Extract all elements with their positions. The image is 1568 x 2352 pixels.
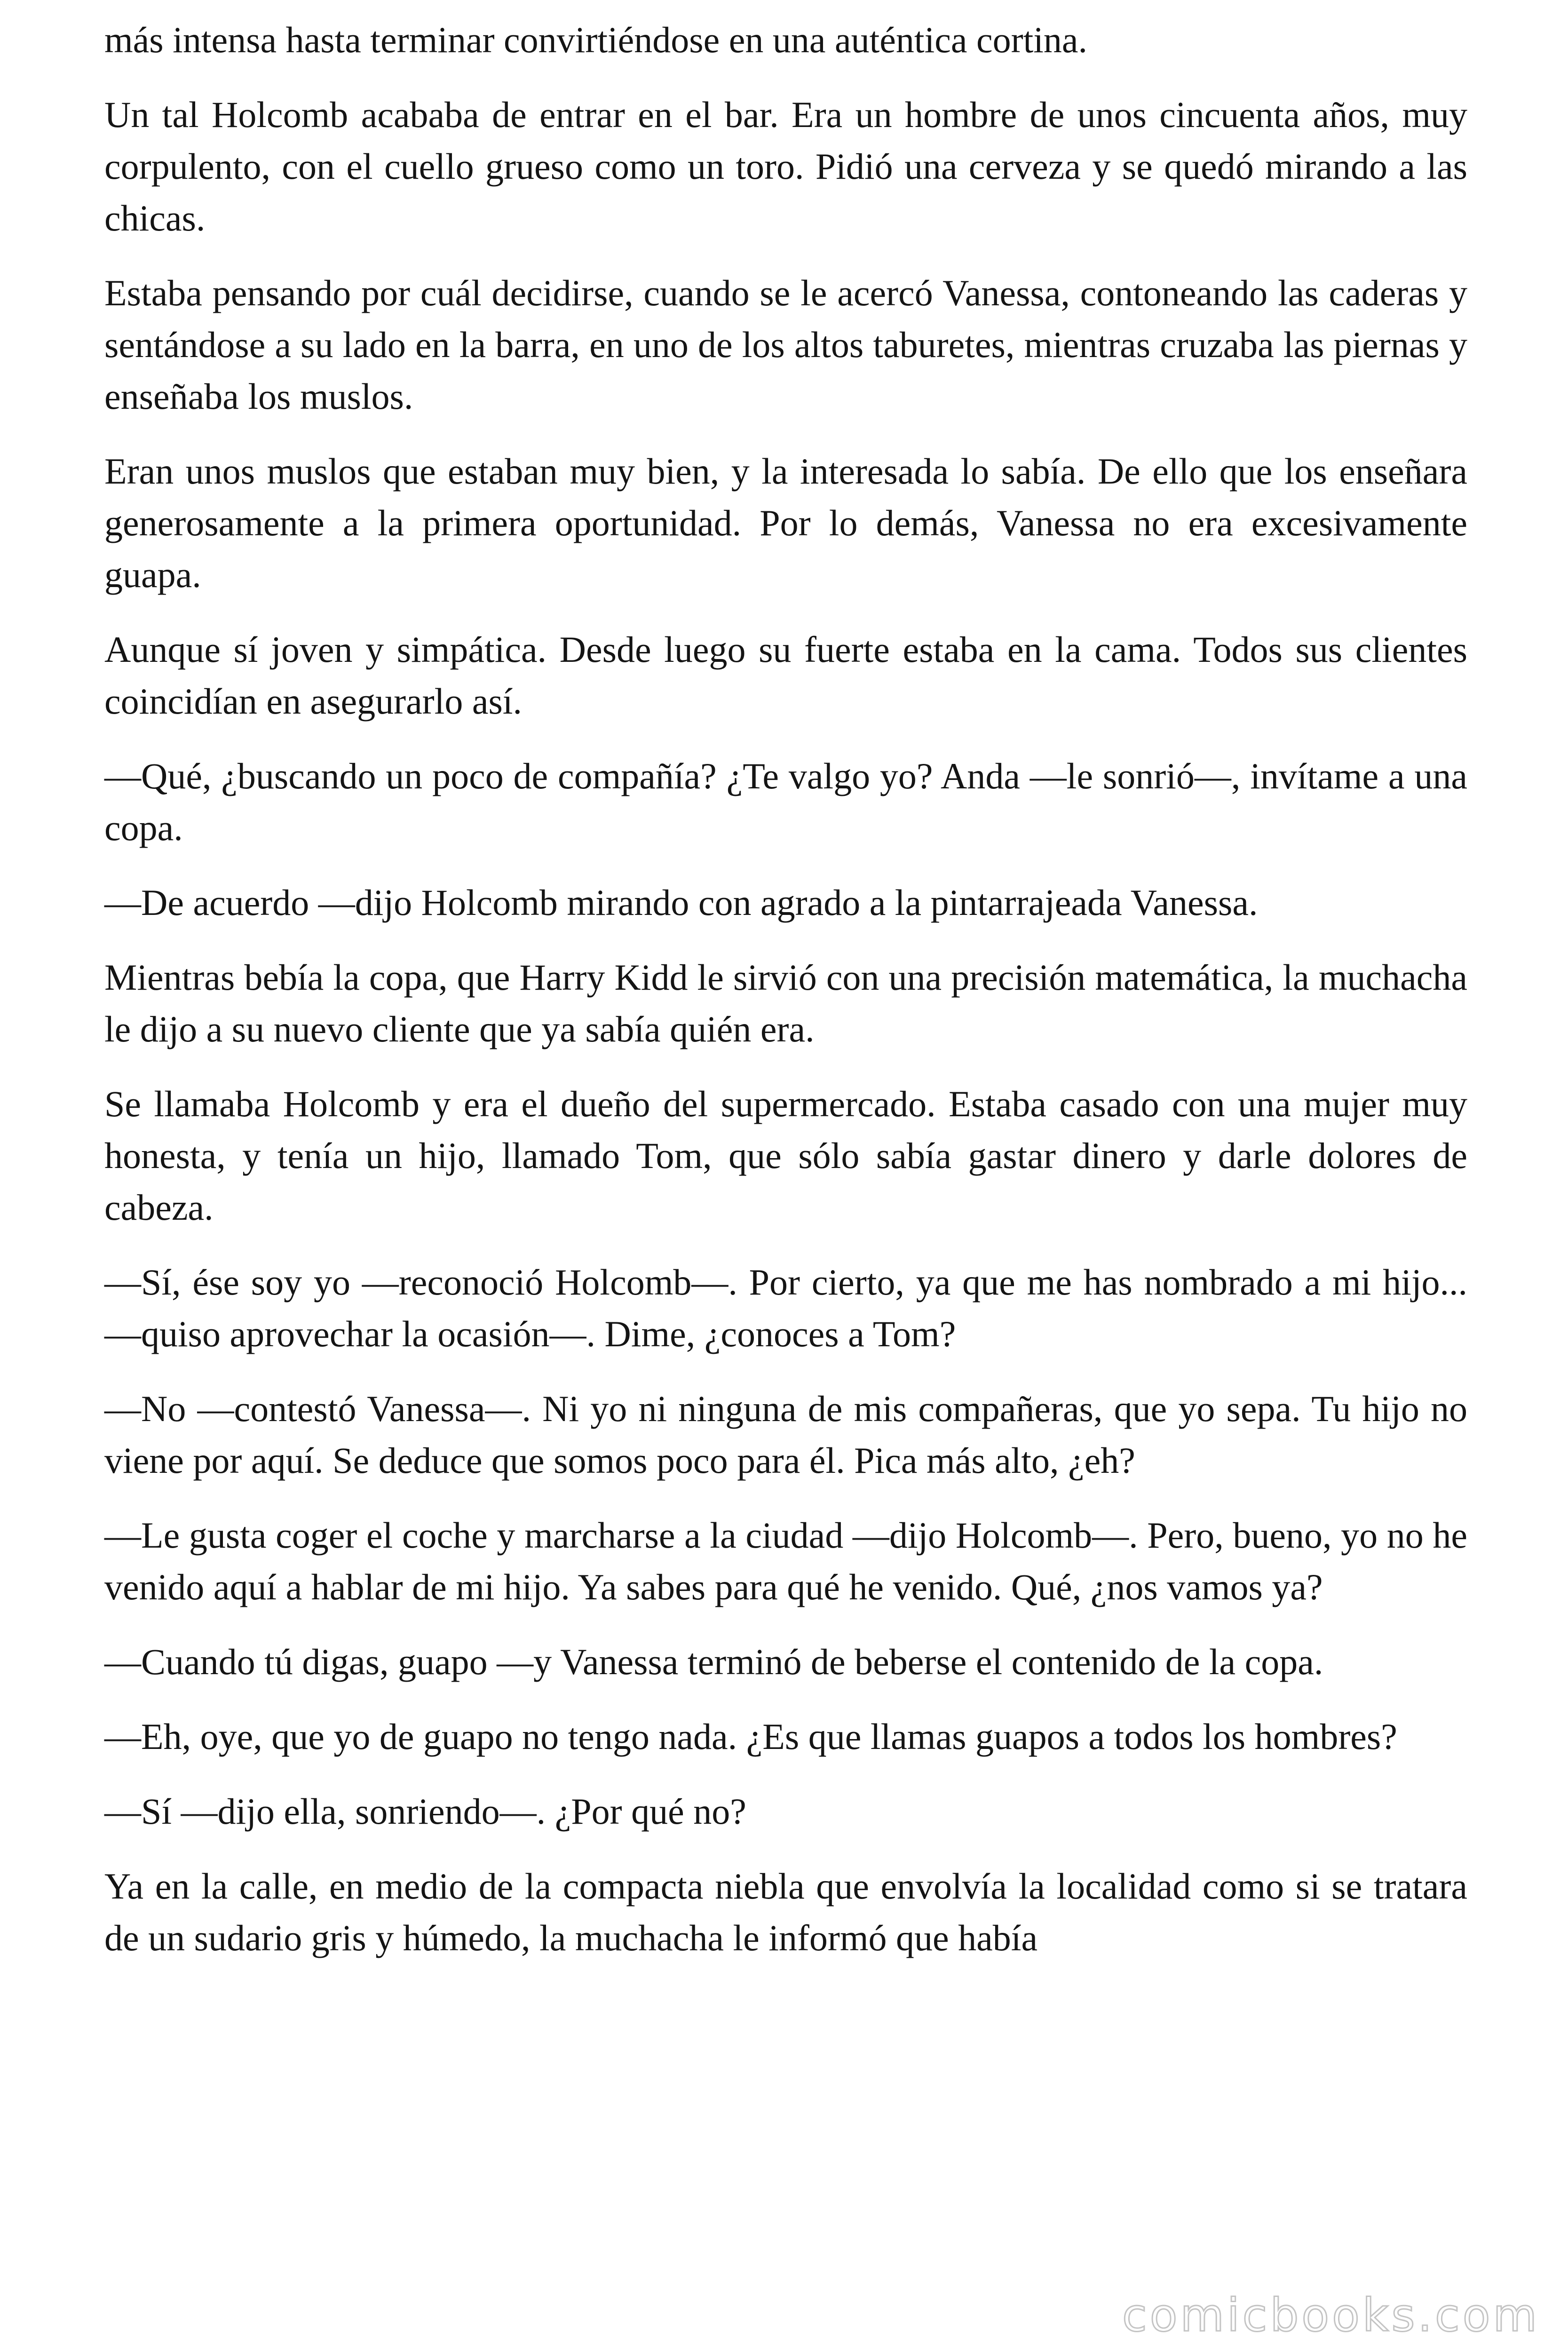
paragraph: —Eh, oye, que yo de guapo no tengo nada. ¿Es que llamas guapos a todos los hombres? xyxy=(104,1716,1397,1757)
paragraph: Se llamaba Holcomb y era el dueño del supermercado. Estaba casado con una mujer muy honesta, y tenía un hijo, llamado Tom, que sólo sabía gastar dinero y darle dolores de cabeza. xyxy=(104,1083,1467,1228)
paragraph: más intensa hasta terminar convirtiéndose en una auténtica cortina. xyxy=(104,19,1088,60)
paragraph: —Sí, ése soy yo —reconoció Holcomb—. Por cierto, ya que me has nombrado a mi hijo... —quiso aprovechar la ocasión—. Dime, ¿conoces a Tom? xyxy=(104,1262,1467,1354)
paragraph: —De acuerdo —dijo Holcomb mirando con agrado a la pintarrajeada Vanessa. xyxy=(104,882,1258,923)
paragraph: —Qué, ¿buscando un poco de compañía? ¿Te valgo yo? Anda —le sonrió—, invítame a una copa. xyxy=(104,755,1467,848)
watermark: comicbooks.com xyxy=(1122,2289,1540,2342)
paragraph: —Le gusta coger el coche y marcharse a la ciudad —dijo Holcomb—. Pero, bueno, yo no he venido aquí a hablar de mi hijo. Ya sabes para qué he venido. Qué, ¿nos vamos ya? xyxy=(104,1515,1467,1607)
body-text xyxy=(104,14,1467,1987)
paragraph: Mientras bebía la copa, que Harry Kidd le sirvió con una precisión matemática, la muchacha le dijo a su nuevo cliente que ya sabía quién era. xyxy=(104,957,1467,1049)
paragraph: Aunque sí joven y simpática. Desde luego su fuerte estaba en la cama. Todos sus clientes coincidían en asegurarlo así. xyxy=(104,629,1467,722)
paragraph: —Sí —dijo ella, sonriendo—. ¿Por qué no? xyxy=(104,1791,746,1832)
paragraph: Eran unos muslos que estaban muy bien, y la interesada lo sabía. De ello que los enseñara generosamente a la primera oportunidad. Por lo demás, Vanessa no era excesivamente guapa. xyxy=(104,451,1467,595)
paragraph: —Cuando tú digas, guapo —y Vanessa terminó de beberse el contenido de la copa. xyxy=(104,1641,1323,1682)
paragraph: Estaba pensando por cuál decidirse, cuando se le acercó Vanessa, contoneando las caderas y sentándose a su lado en la barra, en uno de los altos taburetes, mientras cruzaba las piernas y enseñaba los muslos. xyxy=(104,272,1467,417)
paragraph: Un tal Holcomb acababa de entrar en el bar. Era un hombre de unos cincuenta años, muy corpulento, con el cuello grueso como un toro. Pidió una cerveza y se quedó mirando a las chicas. xyxy=(104,94,1467,238)
paragraph: Ya en la calle, en medio de la compacta niebla que envolvía la localidad como si se tratara de un sudario gris y húmedo, la muchacha le informó que había xyxy=(104,1866,1467,1958)
paragraph: —No —contestó Vanessa—. Ni yo ni ninguna de mis compañeras, que yo sepa. Tu hijo no viene por aquí. Se deduce que somos poco para él. Pica más alto, ¿eh? xyxy=(104,1388,1467,1481)
